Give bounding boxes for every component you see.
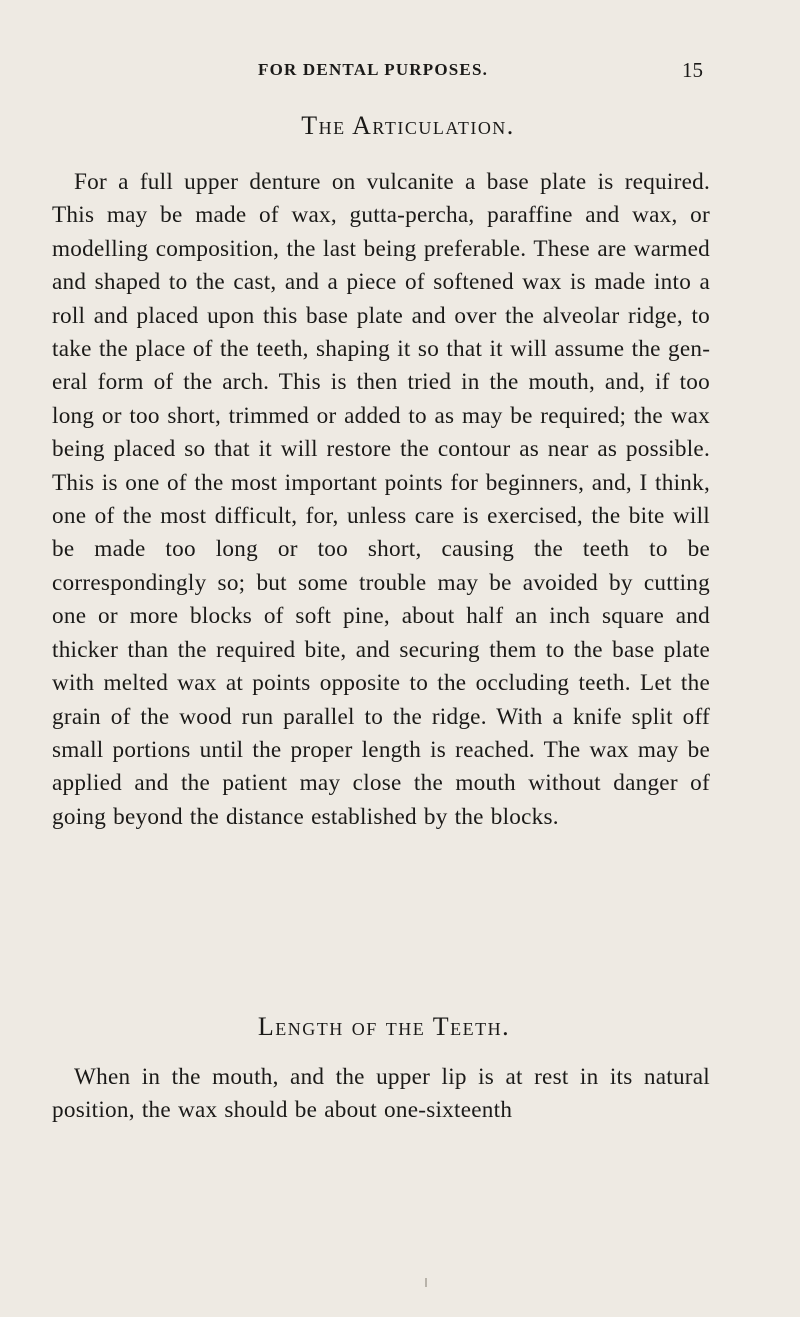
running-head — [0, 60, 800, 88]
section-heading-articulation: The Articulation. — [301, 111, 515, 140]
paragraph-length-of-teeth: When in the mouth, and the upper lip is at rest in its natural position, the wax should be about one-sixteenth — [52, 1064, 710, 1124]
paragraph-articulation: For a full upper denture on vulcanite a base plate is required. This may be made of wax, gutta-percha, paraffine and wax, or modelling composition, the last being preferable. These are warmed and shaped to the cast, and a piece of softened wax is made into a roll and placed upon this base plate and over the alveolar ridge, to take the place of the teeth, shaping it so that it will assume the general form of the arch. This is then tried in the mouth, and, if too long or too short, trimmed or added to as may be required; the wax being placed so that it will restore the contour as near as possible. This is one of the most important points for beginners, and, I think, one of the most difficult, for, unless care is exercised, the bite will be made too long or too short, causing the teeth to be correspondingly so; but some trouble may be avoided by cutting one or more blocks of soft pine, about half an inch square and thicker than the required bite, and securing them to the base plate with melted wax at points opposite to the occluding teeth. Let the grain of the wood run parallel to the ridge. With a knife split off small portions until the proper length is reached. The wax may be applied and the patient may close the mouth without danger of going beyond the distance established by the blocks. — [52, 169, 710, 830]
page-number: 15 — [682, 58, 703, 82]
section-heading-length-of-teeth: Length of the Teeth. — [257, 1012, 511, 1041]
print-speck — [425, 1278, 427, 1287]
running-title: FOR DENTAL PURPOSES. — [258, 60, 489, 79]
